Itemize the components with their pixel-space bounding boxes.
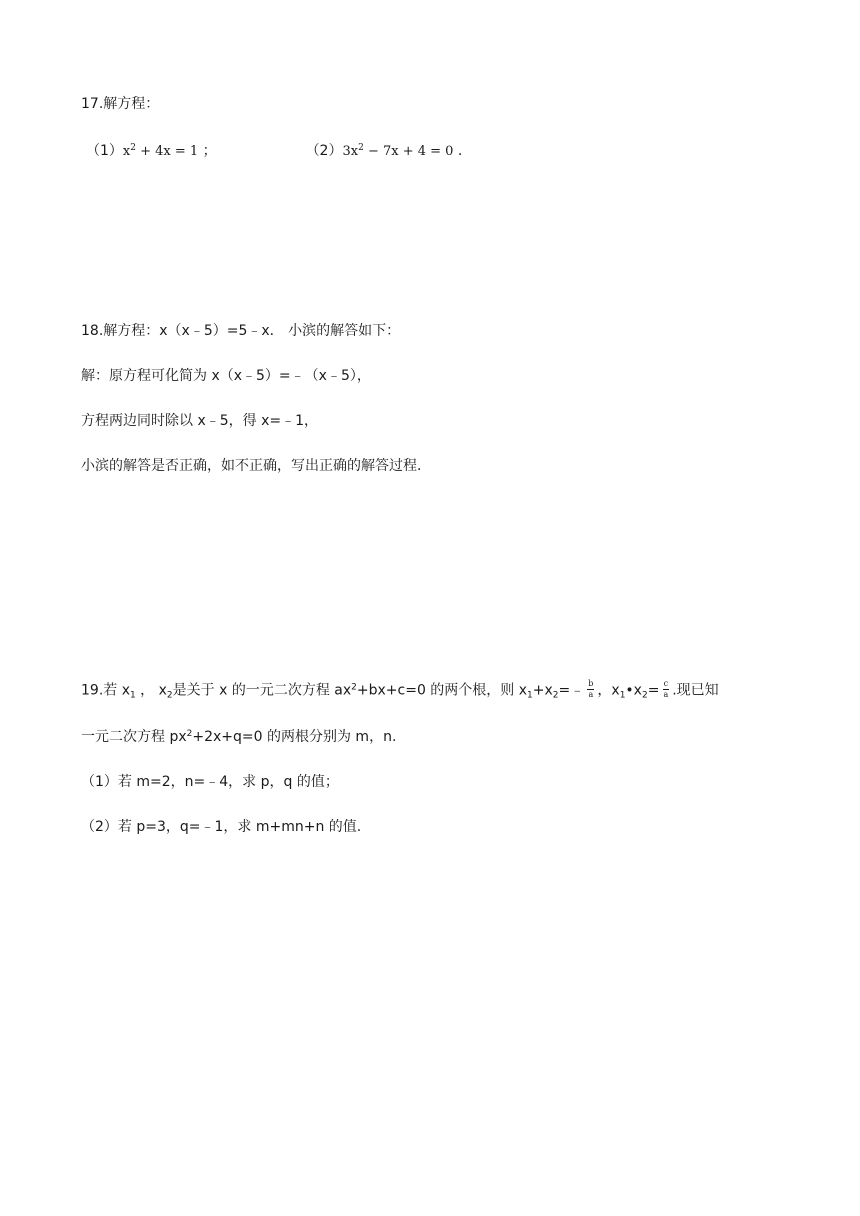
q19-text: ， x bbox=[135, 682, 167, 699]
fraction-c-over-a bbox=[662, 679, 669, 700]
q19-subscript: 2 bbox=[641, 690, 648, 701]
q19-part1: （1）若 m=2，n=﹣4，求 p，q 的值； bbox=[81, 774, 339, 790]
q17-part2-end: . bbox=[457, 143, 463, 159]
q19-text: •x bbox=[625, 682, 642, 699]
q19-text: 是关于 x 的一元二次方程 ax bbox=[172, 682, 352, 699]
fraction-denominator: a bbox=[663, 690, 669, 699]
q19-subscript: 2 bbox=[166, 690, 173, 701]
q19-subscript: 2 bbox=[552, 690, 559, 701]
q17-eq2-exponent: 2 bbox=[358, 143, 364, 153]
q19-text: +2x+q=0 的两根分别为 m，n. bbox=[192, 729, 397, 745]
q19-text: +bx+c=0 的两个根，则 x bbox=[356, 682, 528, 699]
q19-text: ，x bbox=[597, 682, 620, 699]
q17-part2-label: （2） bbox=[305, 143, 343, 159]
q17-part1-end: ； bbox=[202, 143, 217, 159]
q19-subscript: 1 bbox=[130, 690, 136, 701]
q19-text: +x bbox=[532, 682, 553, 699]
q17-part2-equation bbox=[342, 144, 453, 159]
q17-part1-label: （1） bbox=[86, 143, 123, 159]
q17-parts bbox=[86, 141, 462, 162]
q19-exponent: 2 bbox=[186, 729, 193, 739]
q19-text: 一元二次方程 px bbox=[81, 729, 187, 745]
q19-exponent: 2 bbox=[351, 682, 357, 693]
q18-line1: 18.解方程：x（x﹣5）=5﹣x． 小滨的解答如下： bbox=[81, 323, 401, 339]
q17-eq1-term: x bbox=[122, 144, 131, 159]
fraction-denominator: a bbox=[588, 690, 594, 699]
q17-part1-equation bbox=[123, 144, 198, 159]
q18-line4: 小滨的解答是否正确，如不正确，写出正确的解答过程． bbox=[81, 458, 431, 474]
q17-eq1-rest: + 4x = 1 bbox=[136, 144, 199, 159]
q19-part2: （2）若 p=3，q=﹣1，求 m+mn+n 的值. bbox=[81, 819, 362, 835]
q18-line2: 解：原方程可化简为 x（x﹣5）=﹣（x﹣5）， bbox=[81, 368, 371, 384]
q17-title: 17.解方程： bbox=[81, 96, 160, 112]
q17-eq1-exponent: 2 bbox=[130, 143, 136, 153]
q19-text: 19.若 x bbox=[81, 682, 130, 699]
fraction-b-over-a bbox=[587, 679, 594, 700]
fraction-numerator: b bbox=[588, 679, 594, 688]
q19-text: = bbox=[647, 682, 660, 699]
q19-subscript: 1 bbox=[527, 690, 533, 701]
q19-line1 bbox=[81, 680, 719, 701]
q19-line2 bbox=[81, 727, 396, 747]
q17-eq2-term: 3x bbox=[342, 144, 359, 159]
q18-line3: 方程两边同时除以 x﹣5，得 x=﹣1， bbox=[81, 413, 319, 429]
q19-text: =﹣ bbox=[558, 682, 585, 699]
q19-subscript: 1 bbox=[619, 690, 626, 701]
q19-text: .现已知 bbox=[672, 682, 719, 699]
fraction-numerator: c bbox=[663, 679, 669, 688]
q17-eq2-rest: − 7x + 4 = 0 bbox=[363, 144, 454, 159]
